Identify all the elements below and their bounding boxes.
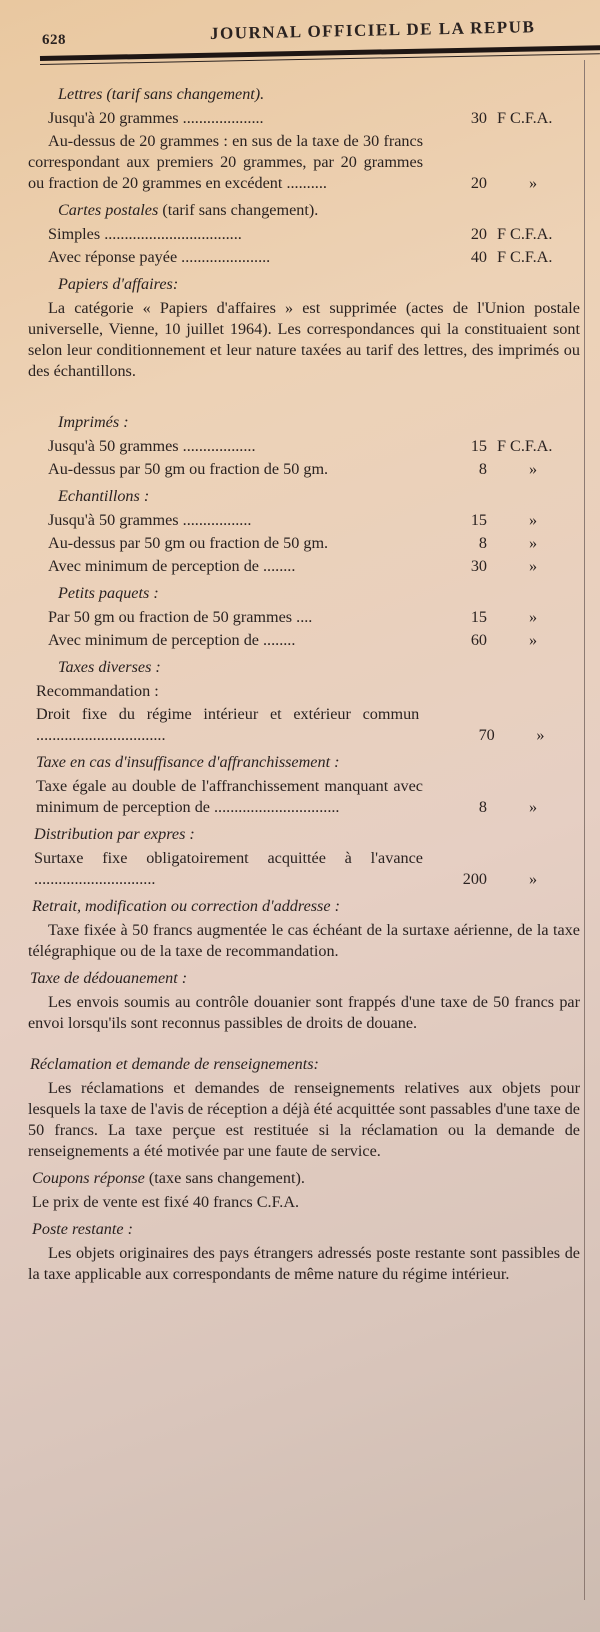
section-text-coupons: Le prix de vente est fixé 40 francs C.F.A.: [32, 1193, 300, 1211]
tariff-row: [28, 607, 580, 628]
tariff-unit: »: [528, 608, 538, 626]
tariff-row: [28, 510, 580, 531]
tariff-value: 30: [470, 109, 487, 127]
tariff-row: [28, 131, 580, 194]
tariff-row: [28, 776, 580, 818]
section-heading-petits-paquets: Petits paquets :: [58, 584, 159, 602]
heading-italic: Cartes postales: [58, 201, 159, 219]
tariff-label: Surtaxe fixe obligatoirement acquittée à l'avance ..............................: [34, 849, 423, 888]
tariff-label: Taxe égale au double de l'affranchissement manquant avec minimum de perception de ...............................: [36, 777, 423, 816]
tariff-row: [28, 436, 580, 457]
section-text-papiers: La catégorie « Papiers d'affaires » est supprimée (actes de l'Union postale universelle, Vienne, 10 juillet 1964). Les correspondances qui la constituaient sont selon leur conditionnement et leur nature taxées au tarif des lettres, des imprimés ou des échantillons.: [28, 299, 580, 380]
section-heading-lettres: Lettres (tarif sans changement).: [58, 85, 265, 103]
page-number: 628: [42, 32, 66, 48]
tariff-value: 200: [462, 870, 487, 888]
sub-label-recommandation: Recommandation :: [36, 682, 159, 700]
tariff-label: Au-dessus par 50 gm ou fraction de 50 gm.: [48, 460, 329, 478]
section-text-reclamation: Les réclamations et demandes de renseignements relatives aux objets pour lesquels la taxe de l'avis de réception a déjà été acquittée sont passables d'une taxe de 50 francs. La taxe perçue est restituée si la réclamation ou la demande de renseignements a été motivée par une faute de service.: [28, 1079, 580, 1160]
section-text-poste-restante: Les objets originaires des pays étrangers adressés poste restante sont passibles de la taxe applicable aux correspondants de même nature du régime intérieur.: [28, 1244, 580, 1283]
heading-normal: (tarif sans changement).: [158, 201, 319, 219]
heading-italic: Coupons réponse: [32, 1169, 145, 1187]
tariff-value: 20: [470, 225, 487, 243]
tariff-row: [28, 630, 580, 651]
tariff-row: [28, 704, 580, 746]
tariff-row: [28, 108, 580, 129]
tariff-label: Droit fixe du régime intérieur et extérieur commun ................................: [36, 705, 420, 744]
section-heading-taxes-diverses: Taxes diverses :: [58, 658, 161, 676]
tariff-value: 8: [478, 798, 487, 816]
tariff-label: Avec minimum de perception de ........: [48, 631, 296, 649]
tariff-value: 70: [478, 726, 495, 744]
section-heading-cartes: [58, 200, 580, 221]
tariff-unit: »: [528, 798, 538, 816]
page-content: [28, 78, 580, 1291]
tariff-label: Jusqu'à 50 grammes .................: [48, 511, 252, 529]
tariff-value: 20: [470, 174, 487, 192]
section-text-retrait: Taxe fixée à 50 francs augmentée le cas échéant de la surtaxe aérienne, de la taxe télégraphique ou de la taxe de recommandation.: [28, 921, 580, 960]
tariff-value: 15: [470, 608, 487, 626]
section-text-dedouanement: Les envois soumis au contrôle douanier sont frappés d'une taxe de 50 francs par envoi lorsqu'ils sont reconnus passibles de droits de douane.: [28, 993, 580, 1032]
column-rule: [584, 60, 585, 1600]
section-heading-insuffisance: Taxe en cas d'insuffisance d'affranchissement :: [36, 753, 340, 771]
tariff-unit: »: [528, 511, 538, 529]
section-heading-echantillons: Echantillons :: [58, 487, 150, 505]
tariff-unit: »: [536, 726, 545, 744]
tariff-label: Par 50 gm ou fraction de 50 grammes ....: [48, 608, 313, 626]
section-heading-reclamation: Réclamation et demande de renseignements:: [30, 1055, 319, 1073]
tariff-value: 8: [478, 460, 487, 478]
tariff-value: 30: [470, 557, 487, 575]
tariff-value: 15: [470, 511, 487, 529]
tariff-label: Au-dessus par 50 gm ou fraction de 50 gm.: [48, 534, 329, 552]
section-heading-papiers: Papiers d'affaires:: [58, 275, 179, 293]
section-heading-retrait: Retrait, modification ou correction d'addresse :: [32, 897, 340, 915]
tariff-value: 60: [470, 631, 487, 649]
tariff-unit: F C.F.A.: [497, 248, 553, 266]
tariff-value: 15: [470, 437, 487, 455]
section-heading-poste-restante: Poste restante :: [32, 1220, 133, 1238]
tariff-row: [28, 247, 580, 268]
tariff-label: Jusqu'à 20 grammes ....................: [48, 109, 264, 127]
tariff-unit: »: [528, 460, 538, 478]
tariff-row: [28, 533, 580, 554]
tariff-unit: F C.F.A.: [497, 109, 553, 127]
section-heading-dedouanement: Taxe de dédouanement :: [30, 969, 188, 987]
tariff-unit: »: [528, 557, 538, 575]
tariff-value: 40: [470, 248, 487, 266]
tariff-label: Simples ..................................: [48, 225, 242, 243]
tariff-unit: »: [528, 534, 538, 552]
tariff-value: 8: [478, 534, 487, 552]
section-heading-coupons: [32, 1168, 580, 1189]
tariff-row: [28, 556, 580, 577]
tariff-row: [28, 848, 580, 890]
tariff-row: [28, 224, 580, 245]
tariff-label: Au-dessus de 20 grammes : en sus de la taxe de 30 francs correspondant aux premiers 20 grammes, par 20 grammes ou fraction de 20 grammes en excédent ..........: [28, 132, 423, 192]
heading-normal: (taxe sans changement).: [144, 1169, 305, 1187]
section-heading-imprimes: Imprimés :: [58, 413, 129, 431]
tariff-row: [28, 459, 580, 480]
tariff-label: Avec minimum de perception de ........: [48, 557, 296, 575]
tariff-unit: »: [528, 870, 538, 888]
tariff-unit: F C.F.A.: [497, 437, 553, 455]
tariff-label: Avec réponse payée ......................: [48, 248, 271, 266]
section-heading-expres: Distribution par expres :: [34, 825, 195, 843]
tariff-unit: F C.F.A.: [497, 225, 553, 243]
tariff-label: Jusqu'à 50 grammes ..................: [48, 437, 256, 455]
tariff-unit: »: [528, 631, 538, 649]
journal-title: JOURNAL OFFICIEL DE LA REPUB: [209, 17, 536, 43]
tariff-unit: »: [528, 174, 538, 192]
